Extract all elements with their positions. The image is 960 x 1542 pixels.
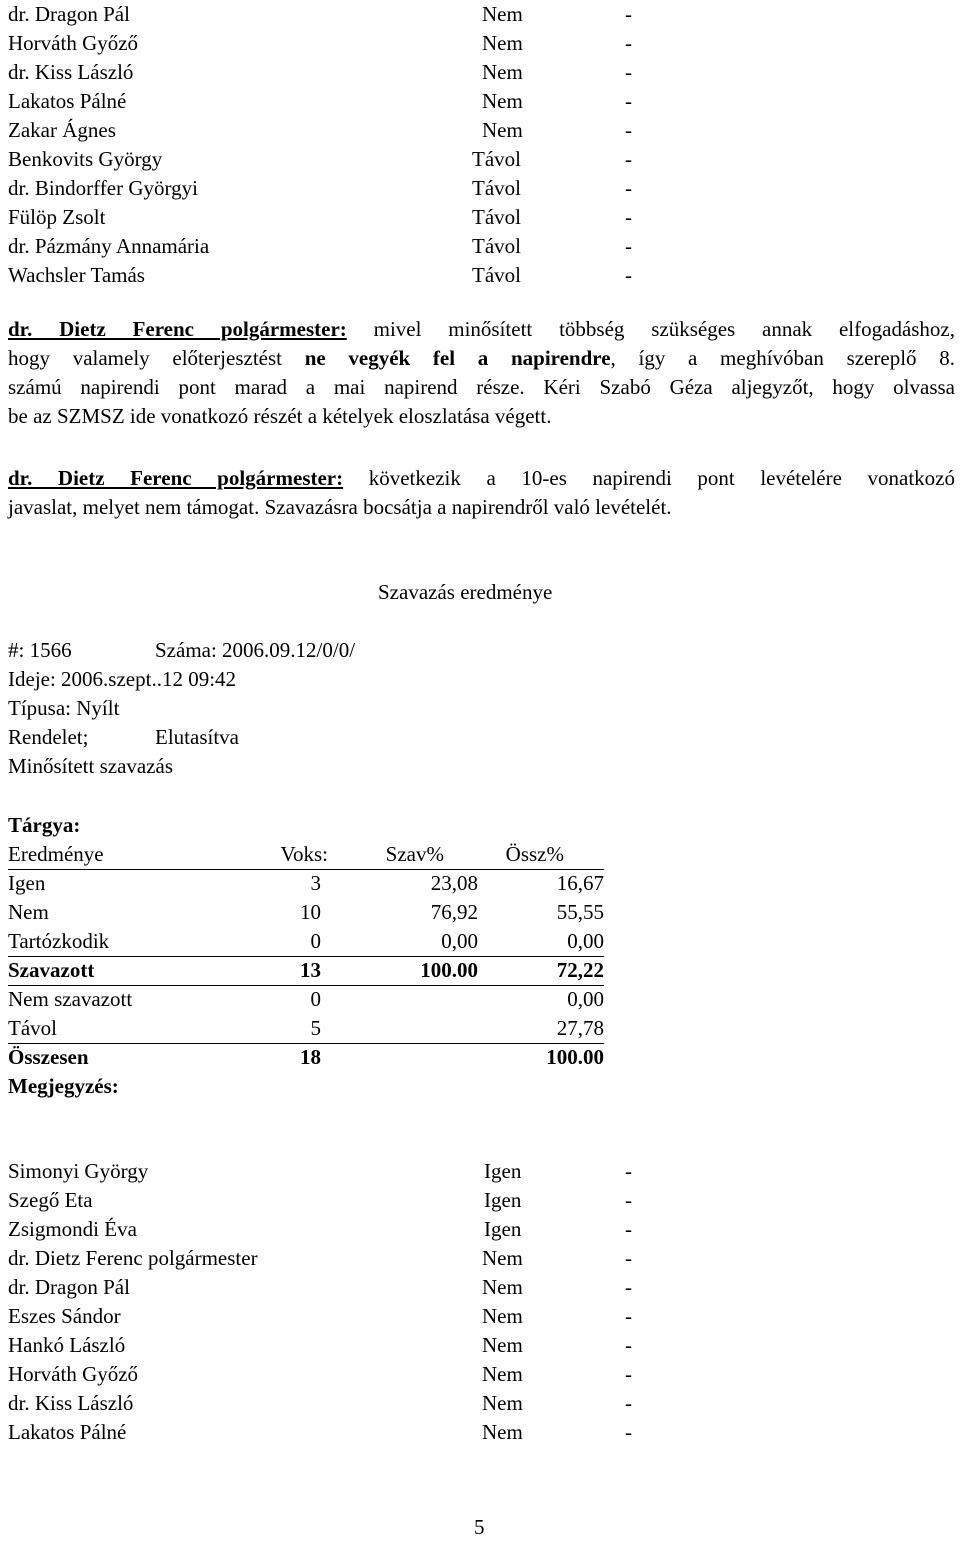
- member-name: dr. Dragon Pál: [8, 1275, 130, 1299]
- member-vote: Nem: [482, 1304, 523, 1328]
- vote-rendelet: Rendelet;: [8, 725, 89, 749]
- row-voks: 10: [300, 900, 321, 924]
- member-vote: Távol: [472, 147, 521, 171]
- row-voks: 13: [300, 958, 321, 982]
- vote-dash: -: [625, 1246, 632, 1270]
- result-row: [8, 1014, 604, 1044]
- para1-bold-text: ne vegyék fel a napirendre: [304, 346, 611, 370]
- result-row: [8, 927, 604, 957]
- member-vote: Távol: [472, 176, 521, 200]
- member-name: Horváth Győző: [8, 31, 139, 55]
- result-row: [8, 956, 604, 986]
- para2-text: következik a 10-es napirendi pont levételére vonatkozó: [368, 466, 955, 490]
- member-vote: Nem: [482, 1333, 523, 1357]
- row-label: Tartózkodik: [8, 929, 110, 953]
- member-name: Fülöp Zsolt: [8, 205, 106, 229]
- result-row: [8, 985, 604, 1014]
- row-szav: 0,00: [441, 929, 478, 953]
- member-vote: Nem: [482, 1391, 523, 1415]
- member-vote: Igen: [484, 1217, 522, 1241]
- row-szav: 76,92: [430, 900, 478, 924]
- vote-result-heading: Szavazás eredménye: [378, 580, 553, 604]
- member-name: Wachsler Tamás: [8, 263, 145, 287]
- vote-dash: -: [625, 263, 632, 287]
- para1-text: , így a meghívóban szereplő 8.: [610, 346, 955, 370]
- para1-line4: be az SZMSZ ide vonatkozó részét a kételyek eloszlatása végett.: [8, 404, 552, 428]
- vote-dash: -: [625, 31, 632, 55]
- row-voks: 0: [310, 987, 321, 1011]
- member-name: dr. Kiss László: [8, 60, 134, 84]
- vote-megjegyzes: Megjegyzés:: [8, 1074, 119, 1098]
- member-name: Lakatos Pálné: [8, 1420, 127, 1444]
- member-name: Eszes Sándor: [8, 1304, 121, 1328]
- result-table-header: [8, 840, 604, 870]
- row-voks: 18: [300, 1045, 321, 1069]
- member-name: dr. Kiss László: [8, 1391, 134, 1415]
- row-ossz: 55,55: [556, 900, 604, 924]
- vote-dash: -: [625, 1391, 632, 1415]
- member-name: Simonyi György: [8, 1159, 149, 1183]
- row-label: Nem: [8, 900, 49, 924]
- mayor-statement-1: [8, 315, 955, 431]
- mayor-statement-2: [8, 464, 955, 522]
- row-ossz: 72,22: [556, 958, 604, 982]
- vote-dash: -: [625, 176, 632, 200]
- header-voks: Voks:: [280, 842, 328, 866]
- member-vote: Nem: [482, 1275, 523, 1299]
- para1-line3: számú napirendi pont marad a mai napirend része. Kéri Szabó Géza aljegyzőt, hogy olvassa: [8, 375, 955, 399]
- row-voks: 5: [310, 1016, 321, 1040]
- member-vote: Igen: [484, 1188, 522, 1212]
- row-label: Nem szavazott: [8, 987, 133, 1011]
- page-number: 5: [474, 1515, 485, 1539]
- speaker-name: dr. Dietz Ferenc polgármester:: [8, 317, 347, 341]
- para2-line2: javaslat, melyet nem támogat. Szavazásra bocsátja a napirendről való levételét.: [8, 495, 672, 519]
- row-label: Összesen: [8, 1045, 89, 1069]
- vote-dash: -: [625, 2, 632, 26]
- para2-line1: [8, 464, 955, 493]
- member-vote: Nem: [482, 89, 523, 113]
- row-label: Igen: [8, 871, 46, 895]
- row-ossz: 0,00: [567, 929, 604, 953]
- vote-dash: -: [625, 1159, 632, 1183]
- vote-tipusa: Típusa: Nyílt: [8, 696, 120, 720]
- vote-dash: -: [625, 234, 632, 258]
- row-ossz: 27,78: [556, 1016, 604, 1040]
- vote-dash: -: [625, 60, 632, 84]
- para1-line2: [8, 344, 955, 373]
- member-name: Zakar Ágnes: [8, 118, 116, 142]
- header-szav: Szav%: [385, 842, 444, 866]
- member-vote: Távol: [472, 263, 521, 287]
- para1-line1: [8, 315, 955, 344]
- vote-dash: -: [625, 1188, 632, 1212]
- row-ossz: 0,00: [567, 987, 604, 1011]
- vote-elutasitva: Elutasítva: [155, 725, 239, 749]
- speaker-name: dr. Dietz Ferenc polgármester:: [8, 466, 344, 490]
- member-name: Benkovits György: [8, 147, 163, 171]
- row-label: Szavazott: [8, 958, 95, 982]
- row-szav: 23,08: [430, 871, 478, 895]
- member-name: dr. Bindorffer Györgyi: [8, 176, 198, 200]
- vote-dash: -: [625, 89, 632, 113]
- vote-targya: Tárgya:: [8, 813, 81, 837]
- vote-dash: -: [625, 118, 632, 142]
- row-szav: 100.00: [420, 958, 478, 982]
- member-name: Lakatos Pálné: [8, 89, 127, 113]
- vote-dash: -: [625, 1217, 632, 1241]
- member-name: dr. Dragon Pál: [8, 2, 130, 26]
- row-voks: 0: [310, 929, 321, 953]
- result-row: [8, 1043, 604, 1072]
- vote-minositett: Minősített szavazás: [8, 754, 174, 778]
- member-name: dr. Pázmány Annamária: [8, 234, 210, 258]
- vote-number: #: 1566: [8, 638, 72, 662]
- row-label: Távol: [8, 1016, 57, 1040]
- vote-ideje: Ideje: 2006.szept..12 09:42: [8, 667, 237, 691]
- vote-dash: -: [625, 1333, 632, 1357]
- member-name: dr. Dietz Ferenc polgármester: [8, 1246, 258, 1270]
- vote-dash: -: [625, 1362, 632, 1386]
- member-vote: Nem: [482, 31, 523, 55]
- member-vote: Nem: [482, 118, 523, 142]
- member-vote: Nem: [482, 1362, 523, 1386]
- member-vote: Távol: [472, 205, 521, 229]
- row-ossz: 100.00: [546, 1045, 604, 1069]
- member-name: Hankó László: [8, 1333, 126, 1357]
- member-vote: Nem: [482, 2, 523, 26]
- member-vote: Nem: [482, 60, 523, 84]
- header-ossz: Össz%: [505, 842, 564, 866]
- vote-dash: -: [625, 1275, 632, 1299]
- row-ossz: 16,67: [556, 871, 604, 895]
- member-name: Szegő Eta: [8, 1188, 93, 1212]
- member-vote: Távol: [472, 234, 521, 258]
- header-label: Eredménye: [8, 842, 104, 866]
- para1-text: hogy valamely előterjesztést: [8, 346, 282, 370]
- member-name: Horváth Győző: [8, 1362, 139, 1386]
- result-row: [8, 869, 604, 898]
- vote-szama: Száma: 2006.09.12/0/0/: [155, 638, 356, 662]
- vote-dash: -: [625, 1420, 632, 1444]
- row-voks: 3: [310, 871, 321, 895]
- member-vote: Nem: [482, 1246, 523, 1270]
- member-vote: Nem: [482, 1420, 523, 1444]
- vote-dash: -: [625, 205, 632, 229]
- vote-dash: -: [625, 1304, 632, 1328]
- member-vote: Igen: [484, 1159, 522, 1183]
- result-row: [8, 898, 604, 927]
- vote-dash: -: [625, 147, 632, 171]
- member-name: Zsigmondi Éva: [8, 1217, 137, 1241]
- para1-text: mivel minősített többség szükséges annak elfogadáshoz,: [373, 317, 956, 341]
